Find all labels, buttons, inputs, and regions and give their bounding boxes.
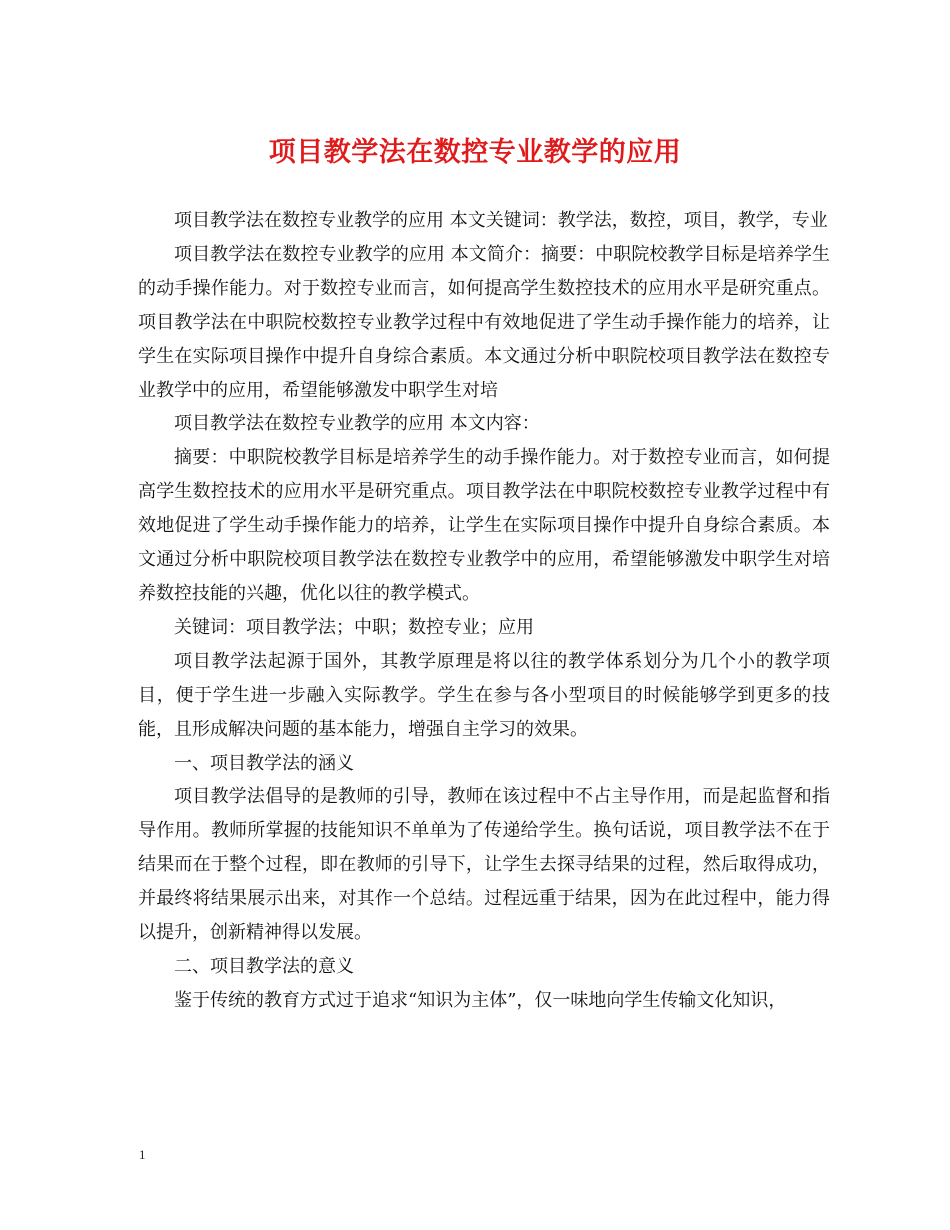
paragraph-keywords: 关键词：项目教学法；中职；数控专业；应用 xyxy=(174,616,534,638)
paragraph-content-label: 项目教学法在数控专业教学的应用 本文内容： xyxy=(174,413,540,435)
paragraph-definition: 项目教学法倡导的是教师的引导，教师在该过程中不占主导作用，而是起监督和指导作用。教师所掌握的技能知识不单单为了传递给学生。换句话说，项目教学法不在于结果而在于整个过程，即在教师的引导下，让学生去探寻结果的过程，然后取得成功，并最终将结果展示出来，对其作一个总结。过程远重于结果，因为在此过程中，能力得以提升，创新精神得以发展。 xyxy=(138,786,830,944)
document-body xyxy=(138,204,830,1018)
paragraph-origin: 项目教学法起源于国外，其教学原理是将以往的教学体系划分为几个小的教学项目，便于学生进一步融入实际教学。学生在参与各小型项目的时候能够学到更多的技能，且形成解决问题的基本能力，增强自主学习的效果。 xyxy=(138,650,830,740)
section-heading-2: 二、项目教学法的意义 xyxy=(174,955,354,977)
document-title: 项目教学法在数控专业教学的应用 xyxy=(268,137,682,168)
section-heading-1: 一、项目教学法的涵义 xyxy=(174,752,354,774)
paragraph-keywords-intro: 项目教学法在数控专业教学的应用 本文关键词：教学法，数控，项目，教学，专业 xyxy=(174,210,828,231)
paragraph-abstract: 摘要：中职院校教学目标是培养学生的动手操作能力。对于数控专业而言，如何提高学生数控技术的应用水平是研究重点。项目教学法在中职院校数控专业教学过程中有效地促进了学生动手操作能力的培养，让学生在实际项目操作中提升自身综合素质。本文通过分析中职院校项目教学法在数控专业教学中的应用，希望能够激发中职学生对培养数控技能的兴趣，优化以往的教学模式。 xyxy=(138,447,830,604)
paragraph-significance: 鉴于传统的教育方式过于追求“知识为主体”，仅一味地向学生传输文化知识， xyxy=(174,989,787,1011)
page-number: 1 xyxy=(139,1147,146,1162)
paragraph-summary-intro: 项目教学法在数控专业教学的应用 本文简介：摘要：中职院校教学目标是培养学生的动手操作能力。对于数控专业而言，如何提高学生数控技术的应用水平是研究重点。项目教学法在中职院校数控专业教学过程中有效地促进了学生动手操作能力的培养，让学生在实际项目操作中提升自身综合素质。本文通过分析中职院校项目教学法在数控专业教学中的应用，希望能够激发中职学生对培 xyxy=(138,243,830,401)
